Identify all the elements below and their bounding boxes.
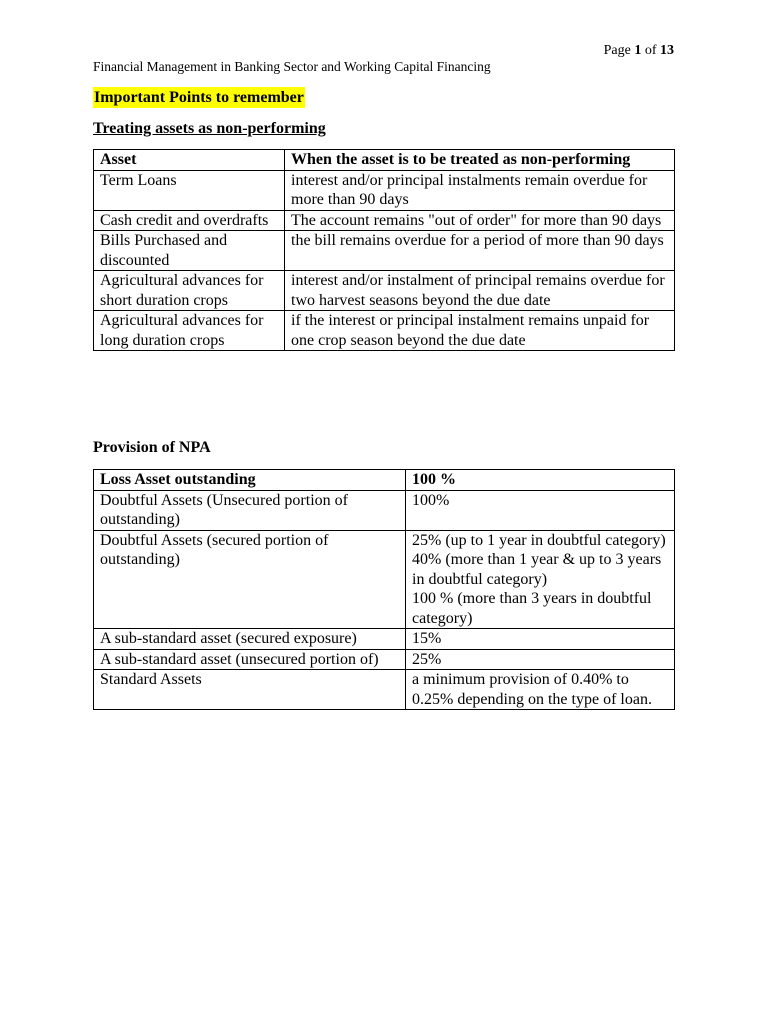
provision-line: 15% <box>412 630 442 647</box>
provision-cell <box>406 530 675 629</box>
asset-cell: Term Loans <box>94 170 285 210</box>
table-row <box>94 170 675 210</box>
page-number: Page 1 of 13 <box>603 43 674 58</box>
provision-line: 40% (more than 1 year & up to 3 years in doubtful category) <box>412 551 662 588</box>
asset-cell: Agricultural advances for short duration crops <box>94 271 285 311</box>
npa-treatment-title: Treating assets as non-performing <box>93 120 326 137</box>
asset-category-cell: Doubtful Assets (Unsecured portion of outstanding) <box>94 490 406 530</box>
running-header: Financial Management in Banking Sector and Working Capital Financing <box>93 59 491 74</box>
condition-cell: if the interest or principal instalment remains unpaid for one crop season beyond the due date <box>285 311 675 351</box>
column-header: 100 % <box>406 470 675 491</box>
table-row <box>94 670 675 710</box>
table-row <box>94 311 675 351</box>
condition-cell: the bill remains overdue for a period of more than 90 days <box>285 231 675 271</box>
column-header: Loss Asset outstanding <box>94 470 406 491</box>
provision-line: 25% (up to 1 year in doubtful category) <box>412 531 666 549</box>
asset-category-cell: A sub-standard asset (unsecured portion of) <box>94 649 406 670</box>
provision-line: 25% <box>412 650 442 668</box>
asset-cell: Agricultural advances for long duration crops <box>94 311 285 351</box>
provision-cell <box>406 629 675 650</box>
table-row <box>94 649 675 670</box>
provision-cell <box>406 649 675 670</box>
table-header-row <box>94 470 675 491</box>
condition-cell: interest and/or principal instalments remain overdue for more than 90 days <box>285 170 675 210</box>
column-header: Asset <box>94 150 285 171</box>
column-header: When the asset is to be treated as non-performing <box>285 150 675 171</box>
table-row <box>94 530 675 629</box>
table-row <box>94 210 675 231</box>
table-header-row <box>94 150 675 171</box>
provision-line: 100 % (more than 3 years in doubtful category) <box>412 590 652 627</box>
provision-line: a minimum provision of 0.40% to 0.25% depending on the type of loan. <box>412 671 652 708</box>
table-row <box>94 271 675 311</box>
npa-provision-table <box>93 469 675 710</box>
important-points-title: Important Points to remember <box>94 89 304 106</box>
asset-category-cell: Standard Assets <box>94 670 406 710</box>
condition-cell: The account remains "out of order" for more than 90 days <box>285 210 675 231</box>
asset-category-cell: A sub-standard asset (secured exposure) <box>94 629 406 650</box>
asset-cell: Cash credit and overdrafts <box>94 210 285 231</box>
asset-category-cell: Doubtful Assets (secured portion of outstanding) <box>94 530 406 629</box>
table-row <box>94 231 675 271</box>
npa-treatment-table <box>93 149 675 351</box>
provision-cell <box>406 490 675 530</box>
npa-provision-title: Provision of NPA <box>93 439 211 456</box>
asset-cell: Bills Purchased and discounted <box>94 231 285 271</box>
table-row <box>94 490 675 530</box>
condition-cell: interest and/or instalment of principal remains overdue for two harvest seasons beyond the due date <box>285 271 675 311</box>
provision-line: 100% <box>412 491 450 509</box>
provision-cell <box>406 670 675 710</box>
table-row <box>94 629 675 650</box>
